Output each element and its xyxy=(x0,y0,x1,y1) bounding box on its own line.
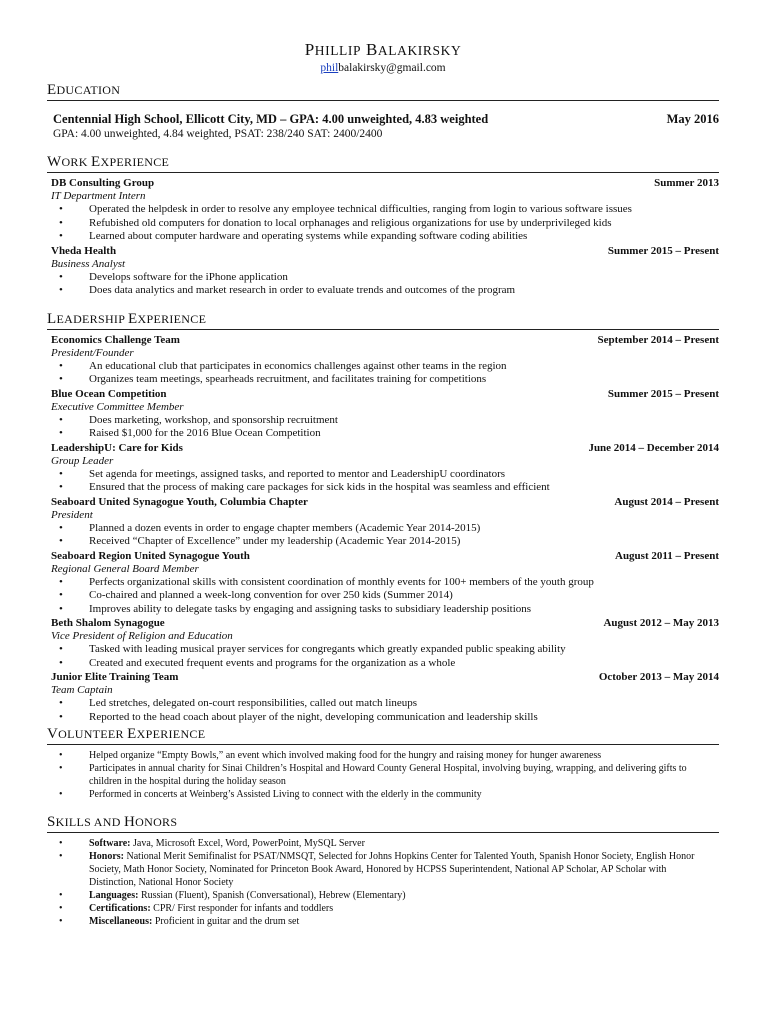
entry-date: October 2013 – May 2014 xyxy=(598,671,719,683)
entry-header xyxy=(47,495,719,509)
bullet-icon: • xyxy=(59,789,63,800)
email-link[interactable]: phil xyxy=(320,62,339,74)
bullet-icon: • xyxy=(59,643,63,655)
volunteer-bullets xyxy=(47,749,719,801)
entry-header xyxy=(47,333,719,347)
list-item: • Helped organize “Empty Bowls,” an event which involved making food for the hungry and raising money for hunger awareness xyxy=(59,750,602,761)
list-item: • Ensured that the process of making care packages for sick kids in the hospital was seamless and efficient xyxy=(59,481,550,493)
work-section xyxy=(47,153,719,298)
bullet-icon: • xyxy=(59,467,63,480)
entry-org: Vheda Health xyxy=(51,244,117,257)
entry-header xyxy=(47,387,719,401)
bullet-icon: • xyxy=(59,575,63,588)
entry-role: Vice President of Religion and Education xyxy=(51,630,233,642)
section-heading-leadership: LEADERSHIP EXPERIENCE xyxy=(47,310,719,330)
list-item: • Languages: Russian (Fluent), Spanish (Conversational), Hebrew (Elementary) xyxy=(59,890,406,901)
list-item: • Perfects organizational skills with consistent coordination of monthly events for 100+ members of the youth group xyxy=(59,575,594,588)
bullet-icon: • xyxy=(59,838,63,849)
list-item: • Participates in annual charity for Sinai Children’s Hospital and Howard County General Hospital, involving buying, wrapping, and delivering gifts to children in the hospital during the holiday season xyxy=(59,763,687,787)
list-item: • Does data analytics and market research in order to evaluate trends and outcomes of the program xyxy=(59,284,516,296)
section-heading-volunteer: VOLUNTEER EXPERIENCE xyxy=(47,725,719,745)
entry-org: Seaboard United Synagogue Youth, Columbia Chapter xyxy=(51,495,308,508)
list-item: • Learned about computer hardware and operating systems while expanding software coding abilities xyxy=(59,230,528,242)
list-item: • Organizes team meetings, spearheads recruitment, and facilitates training for competitions xyxy=(59,373,487,385)
graduation-date: May 2016 xyxy=(666,112,719,126)
entry-role: President/Founder xyxy=(51,346,134,359)
bullet-icon: • xyxy=(59,656,63,669)
list-item: • Tasked with leading musical prayer services for congregants which greatly expanded public speaking ability xyxy=(59,643,566,655)
leadership-entry xyxy=(47,549,719,617)
candidate-name: PHILLIP BALAKIRSKY xyxy=(304,40,462,59)
entry-bullets xyxy=(47,414,719,441)
entry-header xyxy=(47,176,719,190)
entry-date: August 2012 – May 2013 xyxy=(603,617,719,629)
bullet-icon: • xyxy=(59,216,63,229)
education-school-row xyxy=(47,111,719,127)
list-item: • Improves ability to delegate tasks by engaging and assigning tasks to subsidiary leadership positions xyxy=(59,602,532,615)
entry-header xyxy=(47,670,719,684)
entry-role: Team Captain xyxy=(51,684,113,696)
entry-role: IT Department Intern xyxy=(51,190,146,202)
leadership-section xyxy=(47,310,719,725)
entry-date: August 2011 – Present xyxy=(615,549,719,562)
work-entry xyxy=(47,244,719,298)
entry-bullets xyxy=(47,576,719,617)
entry-role: Group Leader xyxy=(51,454,114,467)
bullet-icon: • xyxy=(59,851,63,862)
leadership-entry xyxy=(47,616,719,670)
bullet-icon: • xyxy=(59,359,63,372)
entry-header xyxy=(47,549,719,563)
bullet-icon: • xyxy=(59,270,63,283)
entry-date: Summer 2015 – Present xyxy=(607,387,719,400)
resume-page xyxy=(47,40,719,928)
entry-bullets xyxy=(47,643,719,670)
email-address: philbalakirsky@gmail.com xyxy=(320,62,446,74)
leadership-entry xyxy=(47,441,719,495)
entry-date: Summer 2013 xyxy=(654,177,719,189)
entry-date: August 2014 – Present xyxy=(614,495,719,508)
education-details: GPA: 4.00 unweighted, 4.84 weighted, PSAT: 238/240 SAT: 2400/2400 xyxy=(53,128,383,140)
entry-org: Economics Challenge Team xyxy=(51,333,180,346)
bullet-icon: • xyxy=(59,521,63,534)
list-item: • Performed in concerts at Weinberg’s Assisted Living to connect with the elderly in the community xyxy=(59,789,482,800)
list-item: • Raised $1,000 for the 2016 Blue Ocean Competition xyxy=(59,427,321,439)
entry-header xyxy=(47,616,719,630)
entry-header xyxy=(47,244,719,258)
list-item: • Operated the helpdesk in order to resolve any employee technical difficulties, ranging from login to various software issues xyxy=(59,203,632,215)
entry-org: Blue Ocean Competition xyxy=(51,387,167,400)
skills-section xyxy=(47,813,719,928)
entry-bullets xyxy=(47,468,719,495)
entry-bullets xyxy=(47,203,719,244)
entry-org: Junior Elite Training Team xyxy=(51,671,179,683)
leadership-entry xyxy=(47,495,719,549)
entry-bullets xyxy=(47,697,719,724)
list-item: • Co-chaired and planned a week-long convention for over 250 kids (Summer 2014) xyxy=(59,589,453,601)
bullet-icon: • xyxy=(59,710,63,723)
entry-role: Regional General Board Member xyxy=(51,562,199,575)
leadership-entry xyxy=(47,333,719,387)
bullet-icon: • xyxy=(59,750,63,761)
bullet-icon: • xyxy=(59,916,63,927)
entry-bullets xyxy=(47,360,719,387)
list-item: • Refubished old computers for donation to local orphanages and religious organizations for use by underprivileged kids xyxy=(59,216,612,229)
bullet-icon: • xyxy=(59,535,63,547)
education-section xyxy=(47,81,719,141)
list-item: • Software: Java, Microsoft Excel, Word, PowerPoint, MySQL Server xyxy=(59,838,365,849)
list-item: • An educational club that participates in economics challenges against other teams in the region xyxy=(59,359,507,372)
section-heading-work: WORK EXPERIENCE xyxy=(47,153,719,173)
bullet-icon: • xyxy=(59,602,63,615)
bullet-icon: • xyxy=(59,903,63,914)
entry-date: Summer 2015 – Present xyxy=(607,244,719,257)
bullet-icon: • xyxy=(59,697,63,709)
bullet-icon: • xyxy=(59,427,63,439)
entry-bullets xyxy=(47,522,719,549)
entry-org: Seaboard Region United Synagogue Youth xyxy=(51,549,250,562)
bullet-icon: • xyxy=(59,230,63,242)
list-item: • Led stretches, delegated on-court responsibilities, called out match lineups xyxy=(59,697,418,709)
entry-header xyxy=(47,441,719,455)
bullet-icon: • xyxy=(59,203,63,215)
leadership-entry xyxy=(47,387,719,441)
entry-role: Executive Committee Member xyxy=(51,400,184,413)
entry-org: DB Consulting Group xyxy=(51,177,155,189)
section-heading-skills: SKILLS AND HONORS xyxy=(47,813,719,833)
school-name: Centennial High School, Ellicott City, MD – GPA: 4.00 unweighted, 4.83 weighted xyxy=(53,112,489,126)
skills-bullets xyxy=(47,837,719,928)
list-item: • Reported to the head coach about player of the night, developing communication and leadership skills xyxy=(59,710,538,723)
entry-bullets xyxy=(47,271,719,298)
entry-role: President xyxy=(51,508,93,521)
section-heading-education: EDUCATION xyxy=(47,81,719,101)
bullet-icon: • xyxy=(59,763,63,774)
entry-role: Business Analyst xyxy=(51,257,126,270)
list-item: • Received “Chapter of Excellence” under my leadership (Academic Year 2014-2015) xyxy=(59,535,461,547)
list-item: • Certifications: CPR/ First responder for infants and toddlers xyxy=(59,903,334,914)
entry-org: LeadershipU: Care for Kids xyxy=(51,441,183,454)
volunteer-section xyxy=(47,725,719,801)
list-item: • Miscellaneous: Proficient in guitar and the drum set xyxy=(59,916,300,927)
bullet-icon: • xyxy=(59,481,63,493)
list-item: • Planned a dozen events in order to engage chapter members (Academic Year 2014-2015) xyxy=(59,521,481,534)
bullet-icon: • xyxy=(59,890,63,901)
list-item: • Created and executed frequent events and programs for the organization as a whole xyxy=(59,656,456,669)
bullet-icon: • xyxy=(59,589,63,601)
list-item: • Set agenda for meetings, assigned tasks, and reported to mentor and LeadershipU coordinators xyxy=(59,467,506,480)
bullet-icon: • xyxy=(59,284,63,296)
list-item: • Does marketing, workshop, and sponsorship recruitment xyxy=(59,413,338,426)
list-item: • Develops software for the iPhone application xyxy=(59,270,288,283)
list-item: • Honors: National Merit Semifinalist for PSAT/NMSQT, Selected for Johns Hopkins Center for Talented Youth, Spanish Honor Society, English Honor Society, Math Honor Society, Nominated for Princeton Book Award, Honored by HCPSS Superintendent, National AP Scholar, AP Scholar with Distinction, National Honor Society xyxy=(59,851,695,888)
entry-date: September 2014 – Present xyxy=(597,333,719,346)
work-entry xyxy=(47,176,719,244)
bullet-icon: • xyxy=(59,413,63,426)
leadership-entry xyxy=(47,670,719,724)
entry-date: June 2014 – December 2014 xyxy=(588,441,719,454)
bullet-icon: • xyxy=(59,373,63,385)
entry-org: Beth Shalom Synagogue xyxy=(51,617,165,629)
